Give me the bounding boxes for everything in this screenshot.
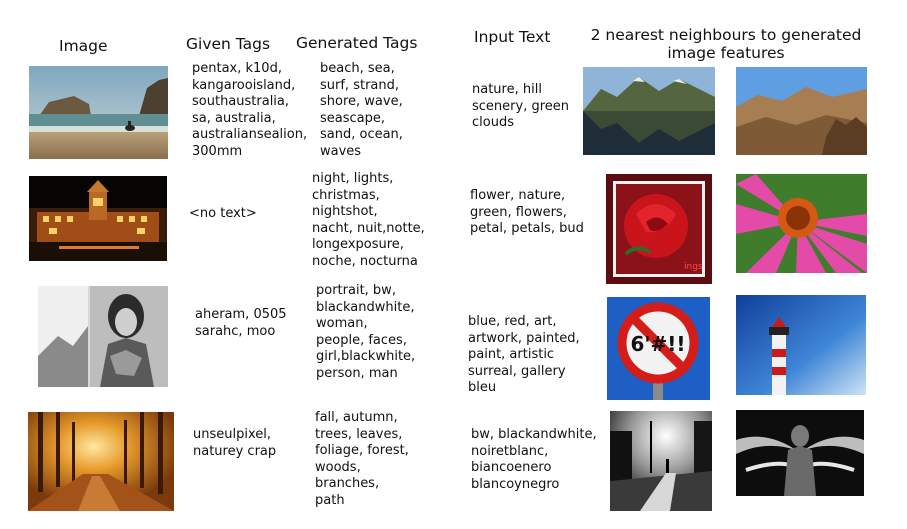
generated-tags-row-3: portrait, bw, blackandwhite, woman, people, faces, girl,blackwhite, person, man	[316, 283, 416, 381]
sign-text: 6'#!!	[630, 332, 686, 356]
generated-tags-row-4: fall, autumn, trees, leaves, foliage, forest, woods, branches, path	[315, 410, 409, 508]
night-building-photo	[29, 176, 167, 261]
header-input-text: Input Text	[474, 28, 551, 46]
given-tags-row-4: unseulpixel, naturey crap	[193, 427, 277, 459]
bw-street-photo	[610, 411, 712, 511]
lighthouse-photo	[736, 295, 866, 395]
header-generated-tags: Generated Tags	[296, 34, 418, 52]
bw-portrait-photo	[38, 286, 168, 387]
generated-tags-row-1: beach, sea, surf, strand, shore, wave, seascape, sand, ocean, waves	[320, 61, 403, 159]
header-image: Image	[59, 37, 108, 55]
input-text-row-1: nature, hill scenery, green clouds	[472, 82, 570, 130]
bw-figure-photo	[736, 410, 864, 496]
beach-sealion-photo	[29, 66, 168, 159]
input-text-row-3: blue, red, art, artwork, painted, paint, artistic surreal, gallery bleu	[468, 314, 580, 395]
pink-coneflower-photo	[736, 174, 867, 273]
header-neighbours: 2 nearest neighbours to generated image features	[590, 26, 862, 62]
autumn-forest-photo	[28, 412, 174, 511]
input-text-row-2: flower, nature, green, flowers, petal, petals, bud	[470, 188, 584, 236]
red-rose-photo	[606, 174, 712, 284]
mountain-lake-photo	[583, 67, 715, 155]
given-tags-row-3: aheram, 0505 sarahc, moo	[195, 307, 287, 339]
header-given-tags: Given Tags	[186, 35, 271, 53]
rose-watermark: ings	[684, 262, 703, 272]
rocky-hills-photo	[736, 67, 867, 155]
generated-tags-row-2: night, lights, christmas, nightshot, nacht, nuit,notte, longexposure, noche, nocturna	[312, 171, 425, 269]
given-tags-row-2: <no text>	[189, 206, 257, 221]
input-text-row-4: bw, blackandwhite, noiretblanc, biancoenero blancoynegro	[471, 427, 597, 492]
given-tags-row-1: pentax, k10d, kangarooisland, southaustralia, sa, australia, australiansealion, 300mm	[192, 61, 308, 159]
no-swearing-sign-photo	[607, 297, 710, 400]
